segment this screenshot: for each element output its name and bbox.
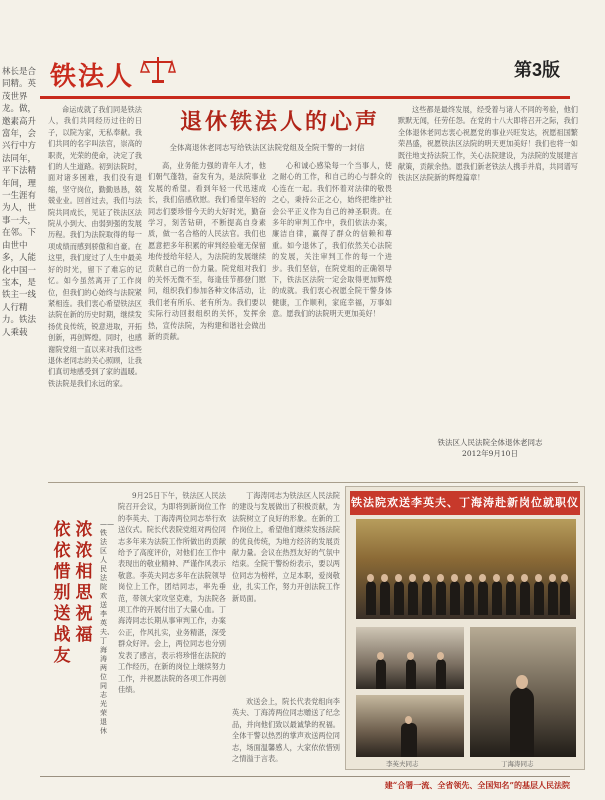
caption-right: 丁海涛同志: [501, 760, 534, 768]
article-column-1: 命运成就了我们同是铁法人，我们共同经历过往的日子，以院为家，无私奉献。我们共同的名字叫法官，崇高的职责，光荣的使命，决定了我们的人生道路。初到法院时，面对诸多困难，我们没有退缩，坚守岗位，勤勤恳恳，兢兢业业。回首过去，我们与法院共同成长，见证了铁法区法院从小到大、由弱到强的发展历程。我们为法院取得的每一项成绩而感到骄傲和自豪。在这里，我们度过了人生中最美好的时光，留下了难忘的记忆。如今虽然离开了工作岗位，但我们的心始终与法院紧紧相连。我们衷心希望铁法区法院在新的历史时期，继续发扬优良传统，锐意进取，开拓创新，再创辉煌。同时，也感谢院党组一直以来对我们这些退休老同志的关心照顾，让我们真切地感受到了家的温暖。铁法院是我们永远的家。: [48, 105, 142, 388]
article-column-7: 欢送会上，院长代表党组向李英夫、丁海涛两位同志赠送了纪念品，并向他们致以最诚挚的祝福。全体干警以热烈的掌声欢送两位同志，场面温馨感人，大家依依惜别之情溢于言表。: [232, 697, 340, 764]
speaker-photo-right: [470, 627, 576, 757]
signoff-date: 2012年9月10日: [462, 449, 518, 458]
photo-panel-title: 铁法院欢送李英夫、丁海涛赴新岗位就职仪: [350, 491, 580, 515]
group-photo: [356, 519, 576, 619]
ceremony-photo: [356, 627, 464, 689]
vertical-headline-line-2: 浓浓相思祝福: [75, 520, 93, 645]
masthead: [40, 50, 570, 96]
margin-text: 林长是合同精。英茂世界龙。做，邀素高升富年，会兴行中方法同年，平下法精年间，理一生涯有为人，世事一夫，在邻。下由世中多，人能化中国一宝本，是铁主一线人行精力。铁法人乘载: [2, 67, 37, 338]
speaker-photo-left: [356, 695, 464, 757]
group-people: [362, 575, 570, 615]
article-column-5: 9月25日下午，铁法区人民法院召开会议，为即将到新岗位工作的李英夫、丁海涛两位同志举行欢送仪式。院长代表院党组对两位同志多年来为法院工作所做出的贡献给予了高度评价，对他们在工作中表现出的敬业精神、严谨作风表示敬意。李英夫同志多年在法院领导岗位上工作，团结同志，率先垂范，带领大家攻坚克难，为法院各项工作的开展付出了大量心血。丁海涛同志长期从事审判工作，办案公正，作风扎实，业务精湛，深受群众好评。会上，两位同志也分别发表了感言，表示将珍惜在法院的工作经历，在新的岗位上继续努力工作，并祝愿法院的各项工作再创佳绩。: [118, 491, 226, 694]
vertical-headline: [52, 520, 94, 770]
article-column-4: 这些都是最终发展，经受着与诸人不同的考验，他们默默无闻，任劳任怨。在党的十八大即将召开之际，我们全体退休老同志衷心祝愿党的事业兴旺发达，祝愿祖国繁荣昌盛，祝愿铁法区法院的明天更加美好！我们也将一如既往地支持法院工作，关心法院建设，为法院的发展建言献策，贡献余热。愿我们新老铁法人携手并肩，共同谱写铁法区法院新的辉煌篇章！: [398, 105, 578, 183]
article-column-6: 丁海涛同志为铁法区人民法院的建设与发展做出了积极贡献，为法院树立了良好的形象。在新的工作岗位上，希望他们继续发扬法院的优良传统，为地方经济的发展贡献力量。会议在热烈友好的气氛中结束。全院干警纷纷表示，要以两位同志为榜样，立足本职，爱岗敬业，扎实工作，努力开创法院工作新局面。: [232, 491, 340, 603]
article-column-2: 高，业务能力强的青年人才，他们朝气蓬勃，奋发有为，是法院事业发展的希望。看到年轻一代迅速成长，我们倍感欣慰。我们希望年轻的同志们要珍惜今天的大好时光，勤奋学习，刻苦钻研，不断提高自身素质，做一名合格的人民法官。我们也愿意把多年积累的审判经验毫无保留地传授给年轻人，为法院的发展继续贡献自己的一份力量。院党组对我们的关怀无微不至，每逢佳节都登门慰问，组织我们参加各种文体活动，让我们老有所乐、老有所为。我们要以实际行动回报组织的关怀，发挥余热，宣传法院，为构建和谐社会做出新的贡献。: [148, 161, 266, 342]
scales-icon: [140, 54, 176, 84]
page-number: 第3版: [513, 60, 560, 80]
signoff-org: 铁法区人民法院全体退休老同志: [437, 438, 543, 447]
article-column-3: 心和诚心感染每一个当事人，使之耐心的工作，和自己的心与群众的心连在一起。我们怀着对法律的敬畏之心，秉持公正之心，始终把维护社会公平正义作为自己的神圣职责。在多年的审判工作中，我们依法办案，廉洁自律，赢得了群众的信赖和尊重。如今退休了，我们依然关心法院的发展，关注审判工作的每一个进步。我们坚信，在院党组的正确领导下，铁法区法院一定会取得更加辉煌的成就。我们衷心祝愿全院干警身体健康，工作顺利，家庭幸福，万事如意。愿我们的法院明天更加美好！: [272, 161, 392, 319]
headline-subtitle: 全体离退休老同志写给铁法区法院党组及全院干警的一封信: [169, 143, 365, 152]
caption-left: 李英夫同志: [386, 760, 419, 768]
headline-main: 退休铁法人的心声: [179, 109, 380, 135]
photo-panel: [345, 486, 585, 770]
footer-slogan: 建“合署一流、全省领先、全国知名”的基层人民法院: [40, 776, 570, 792]
section-divider: [48, 482, 578, 483]
signoff: [400, 437, 580, 459]
paper-title: 铁法人: [50, 62, 135, 92]
headline: [150, 97, 410, 137]
vertical-headline-line-1: 依依惜别送战友: [53, 520, 71, 666]
vertical-subtitle: ——铁法区人民法院欢送李英夫、丁海涛两位同志光荣退休: [100, 520, 114, 735]
adjacent-page-strip: [0, 0, 42, 800]
